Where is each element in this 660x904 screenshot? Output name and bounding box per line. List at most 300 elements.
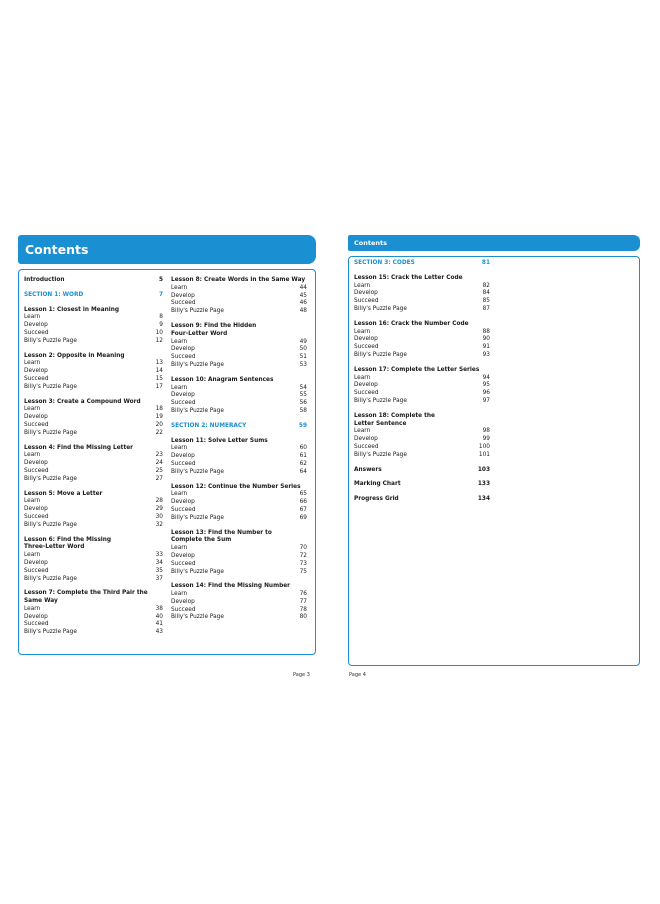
toc-entry-title: SECTION 1: WORD <box>24 291 84 298</box>
toc-entry-title: Succeed <box>24 621 49 628</box>
toc-entry-page: 8 <box>159 314 163 321</box>
toc-entry-title: Succeed <box>354 390 379 397</box>
toc-entry-title: Billy's Puzzle Page <box>24 383 77 390</box>
toc-entry-page: 66 <box>299 499 307 506</box>
toc-entry-page: 91 <box>482 344 490 351</box>
toc-entry-title: Lesson 3: Create a Compound Word <box>24 398 141 405</box>
toc-entry-title: Succeed <box>171 300 196 307</box>
toc-entry-page: 98 <box>482 428 490 435</box>
toc-group <box>24 307 163 346</box>
toc-entry[interactable] <box>171 507 307 515</box>
toc-entry-title: Billy's Puzzle Page <box>24 337 77 344</box>
toc-entry-page: 17 <box>155 383 163 390</box>
toc-entry-title: Succeed <box>24 375 49 382</box>
toc-entry-page: 30 <box>155 513 163 520</box>
toc-column-1 <box>24 277 163 644</box>
toc-heading[interactable] <box>171 484 307 492</box>
toc-entry[interactable] <box>354 398 490 406</box>
toc-entry-title: Lesson 1: Closest in Meaning <box>24 306 120 313</box>
toc-entry-title: Learn <box>171 491 188 498</box>
toc-entry-title: Learn <box>171 445 188 452</box>
toc-entry-title: Lesson 4: Find the Missing Letter <box>24 444 134 451</box>
toc-entry-title: Succeed <box>24 513 49 520</box>
toc-heading[interactable] <box>24 445 163 453</box>
toc-entry-page: 94 <box>482 374 490 381</box>
toc-entry-page: 81 <box>481 260 490 266</box>
toc-entry-title: Lesson 7: Complete the Third Pair the <box>24 590 148 597</box>
toc-entry-title: Billy's Puzzle Page <box>354 397 407 404</box>
toc-entry[interactable] <box>171 285 307 293</box>
toc-entry-title: Lesson 9: Find the Hidden <box>171 322 257 329</box>
toc-entry-title: Lesson 2: Opposite in Meaning <box>24 352 125 359</box>
toc-group <box>354 413 490 460</box>
toc-entry-page: 50 <box>299 346 307 353</box>
toc-entry[interactable] <box>171 453 307 461</box>
toc-entry-title: Develop <box>24 368 48 375</box>
toc-entry-title: Billy's Puzzle Page <box>24 521 77 528</box>
toc-entry-page: 48 <box>299 308 307 315</box>
toc-entry-title: Lesson 13: Find the Number to <box>171 529 272 536</box>
toc-entry-title: Same Way <box>24 598 58 605</box>
toc-entry-title: Lesson 6: Find the Missing <box>24 536 112 543</box>
page-number-right: Page 4 <box>349 672 366 678</box>
toc-heading[interactable] <box>354 421 490 429</box>
toc-entry[interactable] <box>24 576 163 584</box>
toc-entry-title: Develop <box>24 414 48 421</box>
toc-entry[interactable] <box>24 406 163 414</box>
toc-entry-title: Learn <box>24 360 41 367</box>
toc-group <box>354 496 490 504</box>
toc-entry-page: 133 <box>477 481 490 488</box>
toc-entry[interactable] <box>171 614 307 622</box>
toc-entry[interactable] <box>354 428 490 436</box>
toc-entry-title: Develop <box>24 322 48 329</box>
toc-entry-page: 27 <box>155 475 163 482</box>
toc-entry[interactable] <box>171 499 307 507</box>
toc-entry-page: 103 <box>477 466 490 473</box>
toc-entry-page: 85 <box>482 298 490 305</box>
toc-entry-title: Billy's Puzzle Page <box>24 575 77 582</box>
toc-entry[interactable] <box>171 469 307 477</box>
toc-heading[interactable] <box>24 399 163 407</box>
toc-entry-title: Develop <box>171 598 195 605</box>
toc-group <box>354 367 490 406</box>
toc-entry-page: 43 <box>155 629 163 636</box>
toc-entry-page: 90 <box>482 336 490 343</box>
toc-heading[interactable] <box>171 530 307 538</box>
toc-entry[interactable] <box>24 506 163 514</box>
toc-entry-page: 97 <box>482 397 490 404</box>
toc-entry[interactable] <box>171 515 307 523</box>
toc-entry-title: Billy's Puzzle Page <box>171 614 224 621</box>
toc-entry-page: 100 <box>478 443 490 450</box>
toc-entry-page: 13 <box>155 360 163 367</box>
toc-entry-title: Succeed <box>24 467 49 474</box>
toc-entry[interactable] <box>24 360 163 368</box>
toc-entry-page: 19 <box>155 414 163 421</box>
toc-entry-title: Learn <box>354 374 371 381</box>
toc-entry[interactable] <box>171 607 307 615</box>
toc-entry-page: 69 <box>299 514 307 521</box>
toc-entry-page: 7 <box>158 291 163 298</box>
toc-entry-page: 22 <box>155 429 163 436</box>
toc-entry[interactable] <box>171 308 307 316</box>
toc-entry-title: Lesson 12: Continue the Number Series <box>171 483 301 490</box>
toc-entry-page: 5 <box>158 277 163 283</box>
toc-entry[interactable] <box>24 468 163 476</box>
toc-entry-title: Billy's Puzzle Page <box>354 351 407 358</box>
toc-entry[interactable] <box>24 498 163 506</box>
toc-entry-page: 82 <box>482 282 490 289</box>
toc-entry-title: Learn <box>171 591 188 598</box>
toc-section-heading[interactable] <box>24 292 163 300</box>
toc-heading[interactable] <box>354 481 490 489</box>
toc-entry-title: Lesson 16: Crack the Number Code <box>354 320 469 327</box>
toc-entry-page: 37 <box>155 575 163 582</box>
toc-group <box>171 323 307 370</box>
toc-entry[interactable] <box>24 414 163 422</box>
toc-heading[interactable] <box>171 323 307 331</box>
toc-entry-title: Develop <box>354 436 378 443</box>
toc-group <box>24 445 163 484</box>
toc-entry-title: Billy's Puzzle Page <box>171 468 224 475</box>
toc-heading[interactable] <box>171 377 307 385</box>
toc-entry-title: Introduction <box>24 277 65 283</box>
toc-section-heading[interactable] <box>354 260 490 268</box>
toc-entry[interactable] <box>354 444 490 452</box>
toc-group <box>354 275 490 314</box>
toc-group <box>24 491 163 530</box>
toc-entry-title: Develop <box>171 346 195 353</box>
toc-entry-title: Develop <box>354 290 378 297</box>
toc-entry-title: Develop <box>171 552 195 559</box>
toc-entry-page: 29 <box>155 506 163 513</box>
toc-entry-page: 56 <box>299 400 307 407</box>
toc-entry-title: Lesson 15: Crack the Letter Code <box>354 274 463 281</box>
toc-entry-page: 28 <box>155 498 163 505</box>
toc-entry-title: Succeed <box>354 344 379 351</box>
toc-entry[interactable] <box>24 560 163 568</box>
toc-entry-title: Succeed <box>171 606 196 613</box>
toc-entry-page: 96 <box>482 390 490 397</box>
toc-entry-page: 93 <box>482 351 490 358</box>
toc-entry-page: 45 <box>299 292 307 299</box>
toc-heading[interactable] <box>354 467 490 475</box>
toc-entry-page: 49 <box>299 338 307 345</box>
toc-entry[interactable] <box>354 390 490 398</box>
toc-entry[interactable] <box>171 354 307 362</box>
toc-entry[interactable] <box>171 408 307 416</box>
toc-entry-page: 62 <box>299 460 307 467</box>
toc-entry-page: 14 <box>155 368 163 375</box>
toc-entry-title: Lesson 18: Complete the <box>354 412 435 419</box>
toc-entry[interactable] <box>171 392 307 400</box>
toc-entry[interactable] <box>354 382 490 390</box>
toc-entry-title: Billy's Puzzle Page <box>171 407 224 414</box>
toc-entry-title: Three-Letter Word <box>24 544 85 551</box>
toc-entry-page: 9 <box>159 322 163 329</box>
toc-entry-title: Billy's Puzzle Page <box>354 451 407 458</box>
toc-entry-page: 55 <box>299 392 307 399</box>
toc-heading[interactable] <box>24 491 163 499</box>
toc-entry-page: 101 <box>478 451 490 458</box>
toc-entry[interactable] <box>24 384 163 392</box>
toc-entry-title: Succeed <box>24 567 49 574</box>
toc-entry[interactable] <box>171 346 307 354</box>
toc-column-2 <box>171 277 307 629</box>
toc-entry[interactable] <box>171 569 307 577</box>
toc-group <box>24 353 163 392</box>
toc-entry-page: 54 <box>299 384 307 391</box>
toc-heading[interactable] <box>354 413 490 421</box>
toc-entry-page: 76 <box>299 591 307 598</box>
toc-entry-page: 65 <box>299 491 307 498</box>
toc-group <box>171 438 307 477</box>
toc-entry-page: 10 <box>155 329 163 336</box>
toc-entry-page: 15 <box>155 375 163 382</box>
toc-column-3 <box>354 260 490 511</box>
toc-entry-title: Succeed <box>171 506 196 513</box>
toc-entry[interactable] <box>24 314 163 322</box>
toc-entry-title: Succeed <box>171 460 196 467</box>
toc-entry-title: Develop <box>171 292 195 299</box>
toc-entry-page: 59 <box>298 422 307 429</box>
toc-entry[interactable] <box>24 460 163 468</box>
toc-entry[interactable] <box>171 545 307 553</box>
toc-entry[interactable] <box>24 476 163 484</box>
toc-entry[interactable] <box>24 514 163 522</box>
toc-entry[interactable] <box>354 436 490 444</box>
toc-entry[interactable] <box>171 591 307 599</box>
toc-entry-page: 38 <box>155 605 163 612</box>
toc-entry-page: 78 <box>299 606 307 613</box>
toc-entry-page: 33 <box>155 552 163 559</box>
toc-entry-page: 61 <box>299 453 307 460</box>
toc-entry-page: 84 <box>482 290 490 297</box>
toc-entry-title: Develop <box>24 460 48 467</box>
toc-entry-page: 87 <box>482 305 490 312</box>
toc-group <box>24 399 163 438</box>
toc-heading[interactable] <box>24 544 163 552</box>
toc-entry[interactable] <box>171 400 307 408</box>
toc-entry-page: 34 <box>155 559 163 566</box>
toc-entry-title: Billy's Puzzle Page <box>24 429 77 436</box>
toc-entry-page: 51 <box>299 354 307 361</box>
toc-entry-title: Learn <box>171 338 188 345</box>
toc-entry-title: Billy's Puzzle Page <box>354 305 407 312</box>
toc-entry-page: 44 <box>299 284 307 291</box>
toc-heading[interactable] <box>24 590 163 598</box>
toc-entry-title: Lesson 8: Create Words in the Same Way <box>171 277 306 283</box>
toc-entry-title: Succeed <box>24 329 49 336</box>
toc-entry[interactable] <box>354 329 490 337</box>
toc-entry-page: 23 <box>155 452 163 459</box>
toc-entry[interactable] <box>171 300 307 308</box>
toc-entry[interactable] <box>24 322 163 330</box>
toc-entry-title: Billy's Puzzle Page <box>24 475 77 482</box>
toc-entry[interactable] <box>171 461 307 469</box>
toc-entry-title: Progress Grid <box>354 496 399 503</box>
toc-entry-page: 67 <box>299 506 307 513</box>
toc-heading[interactable] <box>354 275 490 283</box>
toc-entry-page: 25 <box>155 467 163 474</box>
toc-entry-page: 41 <box>155 621 163 628</box>
toc-entry-title: Develop <box>171 453 195 460</box>
toc-entry-title: Billy's Puzzle Page <box>171 568 224 575</box>
toc-entry-title: Billy's Puzzle Page <box>171 514 224 521</box>
toc-section-heading[interactable] <box>171 423 307 431</box>
toc-entry-title: Billy's Puzzle Page <box>24 629 77 636</box>
toc-entry[interactable] <box>24 338 163 346</box>
toc-entry[interactable] <box>354 375 490 383</box>
toc-heading[interactable] <box>171 331 307 339</box>
toc-heading[interactable] <box>354 496 490 504</box>
toc-group <box>24 292 163 300</box>
toc-entry-title: Learn <box>24 605 41 612</box>
toc-group <box>24 537 163 584</box>
toc-entry[interactable] <box>171 293 307 301</box>
toc-entry-page: 99 <box>482 436 490 443</box>
toc-entry-page: 20 <box>155 421 163 428</box>
toc-heading[interactable] <box>171 438 307 446</box>
toc-entry[interactable] <box>24 376 163 384</box>
toc-entry-title: Learn <box>24 406 41 413</box>
toc-heading[interactable] <box>354 367 490 375</box>
contents-title-left: Contents <box>25 242 89 257</box>
toc-entry-title: Develop <box>24 559 48 566</box>
toc-entry[interactable] <box>171 385 307 393</box>
toc-heading[interactable] <box>24 598 163 606</box>
toc-entry[interactable] <box>24 568 163 576</box>
toc-heading[interactable] <box>24 353 163 361</box>
toc-entry-page: 80 <box>299 614 307 621</box>
toc-entry-page: 70 <box>299 545 307 552</box>
contents-banner-right <box>348 235 640 251</box>
toc-entry-title: Lesson 11: Solve Letter Sums <box>171 437 268 444</box>
toc-entry-page: 77 <box>299 598 307 605</box>
toc-group <box>171 277 307 316</box>
toc-entry[interactable] <box>354 352 490 360</box>
toc-entry[interactable] <box>171 599 307 607</box>
toc-group <box>24 590 163 637</box>
toc-entry-page: 32 <box>155 521 163 528</box>
toc-entry[interactable] <box>354 344 490 352</box>
toc-group <box>354 260 490 268</box>
toc-entry[interactable] <box>171 445 307 453</box>
contents-title-right: Contents <box>354 239 387 247</box>
toc-group <box>354 321 490 360</box>
toc-entry-page: 40 <box>155 613 163 620</box>
toc-group <box>171 377 307 416</box>
toc-heading[interactable] <box>24 307 163 315</box>
toc-entry[interactable] <box>171 553 307 561</box>
toc-entry-title: Lesson 14: Find the Missing Number <box>171 583 291 590</box>
toc-entry-title: Develop <box>354 336 378 343</box>
toc-entry[interactable] <box>24 422 163 430</box>
toc-entry[interactable] <box>24 629 163 637</box>
toc-entry-page: 75 <box>299 568 307 575</box>
toc-heading[interactable] <box>171 277 307 285</box>
toc-entry-title: Lesson 10: Anagram Sentences <box>171 376 274 383</box>
toc-group <box>24 277 163 285</box>
toc-entry[interactable] <box>24 430 163 438</box>
toc-entry-title: Learn <box>171 384 188 391</box>
toc-entry-title: Lesson 5: Move a Letter <box>24 490 103 497</box>
toc-entry-title: Learn <box>354 428 371 435</box>
toc-entry-title: SECTION 3: CODES <box>354 260 415 266</box>
toc-entry-title: Learn <box>354 282 371 289</box>
toc-heading[interactable] <box>24 537 163 545</box>
toc-entry-title: Marking Chart <box>354 481 401 488</box>
toc-entry[interactable] <box>171 491 307 499</box>
toc-entry-page: 53 <box>299 361 307 368</box>
toc-entry-page: 35 <box>155 567 163 574</box>
toc-entry-title: Develop <box>354 382 378 389</box>
toc-entry-title: Succeed <box>354 298 379 305</box>
contents-banner-left <box>18 235 316 264</box>
toc-entry-title: Lesson 17: Complete the Letter Series <box>354 366 480 373</box>
toc-entry-title: Succeed <box>171 400 196 407</box>
toc-entry-page: 134 <box>477 496 490 503</box>
toc-entry-page: 64 <box>299 468 307 475</box>
toc-entry-title: Develop <box>24 506 48 513</box>
toc-entry-title: Succeed <box>354 443 379 450</box>
toc-group <box>171 583 307 622</box>
toc-entry[interactable] <box>24 552 163 560</box>
toc-entry-page: 58 <box>299 407 307 414</box>
toc-entry-title: Learn <box>24 552 41 559</box>
toc-heading[interactable] <box>24 277 163 285</box>
toc-entry[interactable] <box>171 339 307 347</box>
toc-entry-title: Billy's Puzzle Page <box>171 308 224 315</box>
toc-entry-title: SECTION 2: NUMERACY <box>171 422 247 429</box>
toc-entry-page: 88 <box>482 328 490 335</box>
toc-entry-title: Learn <box>24 314 41 321</box>
toc-entry[interactable] <box>24 522 163 530</box>
toc-entry-title: Learn <box>354 328 371 335</box>
toc-entry[interactable] <box>354 298 490 306</box>
toc-group <box>171 484 307 523</box>
toc-entry[interactable] <box>24 606 163 614</box>
toc-group <box>171 423 307 431</box>
toc-heading[interactable] <box>171 537 307 545</box>
toc-entry[interactable] <box>354 283 490 291</box>
toc-entry-page: 18 <box>155 406 163 413</box>
toc-entry[interactable] <box>354 290 490 298</box>
toc-entry[interactable] <box>171 561 307 569</box>
toc-entry-title: Complete the Sum <box>171 537 232 544</box>
toc-entry[interactable] <box>24 614 163 622</box>
toc-entry[interactable] <box>354 336 490 344</box>
toc-entry[interactable] <box>24 368 163 376</box>
toc-entry-title: Learn <box>24 498 41 505</box>
toc-entry[interactable] <box>354 452 490 460</box>
toc-entry-page: 12 <box>155 337 163 344</box>
toc-entry[interactable] <box>354 306 490 314</box>
toc-entry-title: Learn <box>171 284 188 291</box>
toc-heading[interactable] <box>171 583 307 591</box>
toc-entry-title: Succeed <box>24 421 49 428</box>
toc-entry[interactable] <box>24 330 163 338</box>
toc-heading[interactable] <box>354 321 490 329</box>
page-number-left: Page 3 <box>293 672 310 678</box>
toc-entry-page: 72 <box>299 552 307 559</box>
toc-entry[interactable] <box>24 621 163 629</box>
toc-entry[interactable] <box>24 452 163 460</box>
toc-entry-title: Develop <box>24 613 48 620</box>
toc-entry-title: Letter Sentence <box>354 420 407 427</box>
toc-entry[interactable] <box>171 362 307 370</box>
